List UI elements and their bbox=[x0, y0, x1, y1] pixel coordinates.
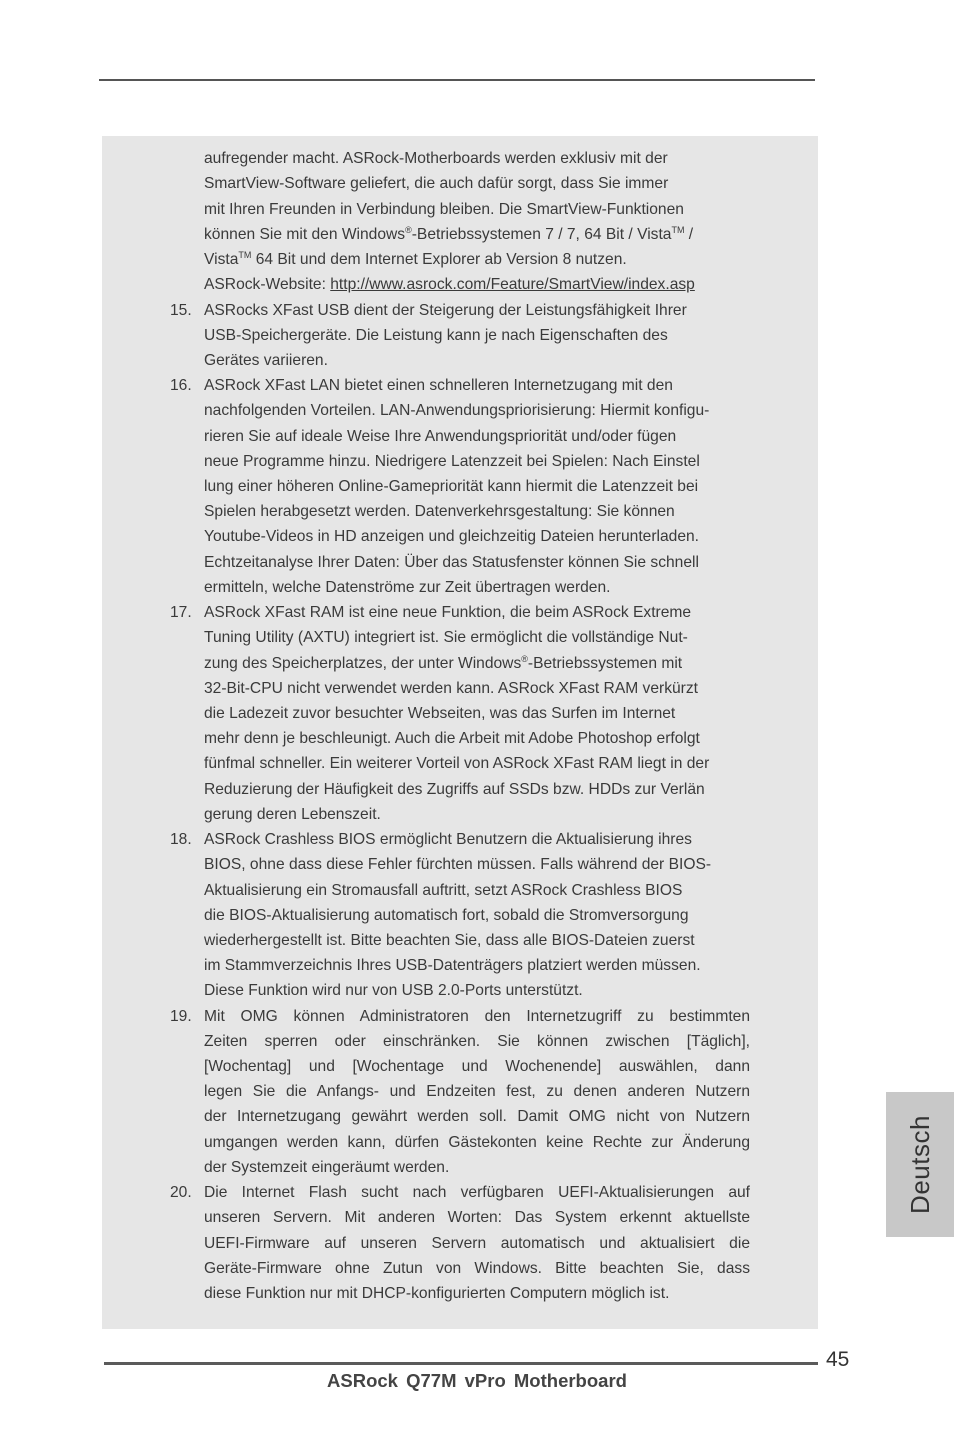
text-line: nachfolgenden Vorteilen. LAN-Anwendungspriorisierung: Hiermit konfigu- bbox=[204, 402, 710, 419]
registered-mark: ® bbox=[405, 225, 412, 235]
text-line: im Stammverzeichnis Ihres USB-Datenträgers platziert werden müssen. bbox=[204, 957, 701, 974]
text-line: Spielen herabgesetzt werden. Datenverkehrsgestaltung: Sie können bbox=[204, 503, 675, 520]
text-line: BIOS, ohne dass diese Fehler fürchten müssen. Falls während der BIOS- bbox=[204, 856, 712, 873]
trademark-mark: TM bbox=[671, 225, 685, 235]
text-line: Diese Funktion wird nur von USB 2.0-Ports unterstützt. bbox=[204, 982, 583, 999]
page-number: 45 bbox=[826, 1348, 850, 1371]
text-fragment: zung des Speicherplatzes, der unter Windows bbox=[204, 655, 522, 672]
text-line bbox=[204, 247, 750, 272]
text-line: wiederhergestellt ist. Bitte beachten Sie, dass alle BIOS-Dateien zuerst bbox=[204, 932, 695, 949]
text-line: Tuning Utility (AXTU) integriert ist. Sie ermöglicht die vollständige Nut- bbox=[204, 629, 688, 646]
text-line: ASRocks XFast USB dient der Steigerung der Leistungsfähigkeit Ihrer bbox=[204, 302, 687, 319]
item-number: 18. bbox=[170, 831, 192, 848]
text-line: Mit OMG können Administratoren den Internetzugriff zu bestimmten bbox=[204, 1008, 750, 1025]
text-line: mehr denn je beschleunigt. Auch die Arbeit mit Adobe Photoshop erfolgt bbox=[204, 730, 700, 747]
text-line: legen Sie die Anfangs- und Endzeiten fest, zu denen anderen Nutzern bbox=[204, 1083, 750, 1100]
header-rule bbox=[99, 79, 815, 81]
text-line: die BIOS-Aktualisierung automatisch fort, sobald die Stromversorgung bbox=[204, 907, 689, 924]
item-number: 19. bbox=[170, 1008, 192, 1025]
text-line: ASRock XFast LAN bietet einen schnelleren Internetzugang mit den bbox=[204, 377, 673, 394]
text-line: Echtzeitanalyse Ihrer Daten: Über das Statusfenster können Sie schnell bbox=[204, 554, 699, 571]
item-number: 17. bbox=[170, 604, 192, 621]
text-line: rieren Sie auf ideale Weise Ihre Anwendungspriorität und/oder fügen bbox=[204, 428, 677, 445]
text-line: Gerätes variieren. bbox=[204, 352, 328, 369]
trademark-mark: TM bbox=[238, 250, 252, 260]
item-number: 20. bbox=[170, 1184, 192, 1201]
text-line: die Ladezeit zuvor besuchter Webseiten, was das Surfen im Internet bbox=[204, 705, 676, 722]
text-line bbox=[204, 222, 750, 247]
language-tab-label: Deutsch bbox=[904, 1115, 935, 1214]
text-line: Zeiten sperren oder einschränken. Sie können zwischen [Täglich], bbox=[204, 1033, 750, 1050]
item-number: 15. bbox=[170, 302, 192, 319]
text-line: ASRock Crashless BIOS ermöglicht Benutzern die Aktualisierung ihres bbox=[204, 831, 692, 848]
text-line: der Internetzugang gewährt werden soll. Damit OMG nicht von Nutzern bbox=[204, 1108, 750, 1125]
content-panel bbox=[102, 136, 818, 1329]
smartview-link[interactable]: http://www.asrock.com/Feature/SmartView/index.asp bbox=[330, 276, 695, 293]
text-fragment: Vista bbox=[204, 251, 239, 268]
text-line: USB-Speichergeräte. Die Leistung kann je nach Eigenschaften des bbox=[204, 327, 668, 344]
text-line: ASRock XFast RAM ist eine neue Funktion, die beim ASRock Extreme bbox=[204, 604, 692, 621]
registered-mark: ® bbox=[521, 654, 528, 664]
text-line: [Wochentag] und [Wochentage und Wochenende] auswählen, dann bbox=[204, 1058, 750, 1075]
text-line: fünfmal schneller. Ein weiterer Vorteil von ASRock XFast RAM liegt in der bbox=[204, 755, 710, 772]
text-line: Die Internet Flash sucht nach verfügbaren UEFI-Aktualisierungen auf bbox=[204, 1184, 750, 1201]
text-line: aufregender macht. ASRock-Motherboards werden exklusiv mit der bbox=[204, 150, 668, 167]
text-line: neue Programme hinzu. Niedrigere Latenzzeit bei Spielen: Nach Einstel bbox=[204, 453, 700, 470]
text-line: 32-Bit-CPU nicht verwendet werden kann. ASRock XFast RAM verkürzt bbox=[204, 680, 698, 697]
text-line: umgangen werden kann, dürfen Gästekonten keine Rechte zur Änderung bbox=[204, 1134, 750, 1151]
item-number: 16. bbox=[170, 377, 192, 394]
footer-rule bbox=[104, 1362, 818, 1365]
text-line: ermitteln, welche Datenströme zur Zeit übertragen werden. bbox=[204, 579, 611, 596]
text-line: Reduzierung der Häufigkeit des Zugriffs auf SSDs bzw. HDDs zur Verlän bbox=[204, 781, 705, 798]
text-line: Youtube-Videos in HD anzeigen und gleichzeitig Dateien herunterladen. bbox=[204, 528, 700, 545]
text-line: SmartView-Software geliefert, die auch dafür sorgt, dass Sie immer bbox=[204, 175, 669, 192]
text-line: UEFI-Firmware auf unseren Servern automatisch und aktualisiert die bbox=[204, 1235, 750, 1252]
text-line: unseren Servern. Mit anderen Worten: Das System erkennt aktuellste bbox=[204, 1209, 750, 1226]
text-line bbox=[204, 272, 750, 297]
text-line: der Systemzeit eingeräumt werden. bbox=[204, 1159, 450, 1176]
text-line: gerung deren Lebenszeit. bbox=[204, 806, 381, 823]
text-fragment: / bbox=[684, 226, 694, 243]
text-fragment: -Betriebssystemen mit bbox=[527, 655, 683, 672]
text-line: mit Ihren Freunden in Verbindung bleiben. Die SmartView-Funktionen bbox=[204, 201, 684, 218]
language-tab bbox=[886, 1092, 954, 1237]
text-line: Geräte-Firmware ohne Zutun von Windows. Bitte beachten Sie, dass bbox=[204, 1260, 750, 1277]
text-fragment: -Betriebssystemen 7 / 7, 64 Bit / Vista bbox=[411, 226, 672, 243]
text-line bbox=[204, 651, 750, 676]
text-fragment: können Sie mit den Windows bbox=[204, 226, 406, 243]
text-line: lung einer höheren Online-Gamepriorität kann hiermit die Latenzzeit bei bbox=[204, 478, 699, 495]
text-line: diese Funktion nur mit DHCP-konfigurierten Computern möglich ist. bbox=[204, 1285, 670, 1302]
footer-product-name: ASRock Q77M vPro Motherboard bbox=[327, 1370, 627, 1391]
text-fragment: ASRock-Website: bbox=[204, 276, 331, 293]
text-fragment: 64 Bit und dem Internet Explorer ab Version 8 nutzen. bbox=[251, 251, 627, 268]
text-line: Aktualisierung ein Stromausfall auftritt, setzt ASRock Crashless BIOS bbox=[204, 882, 683, 899]
